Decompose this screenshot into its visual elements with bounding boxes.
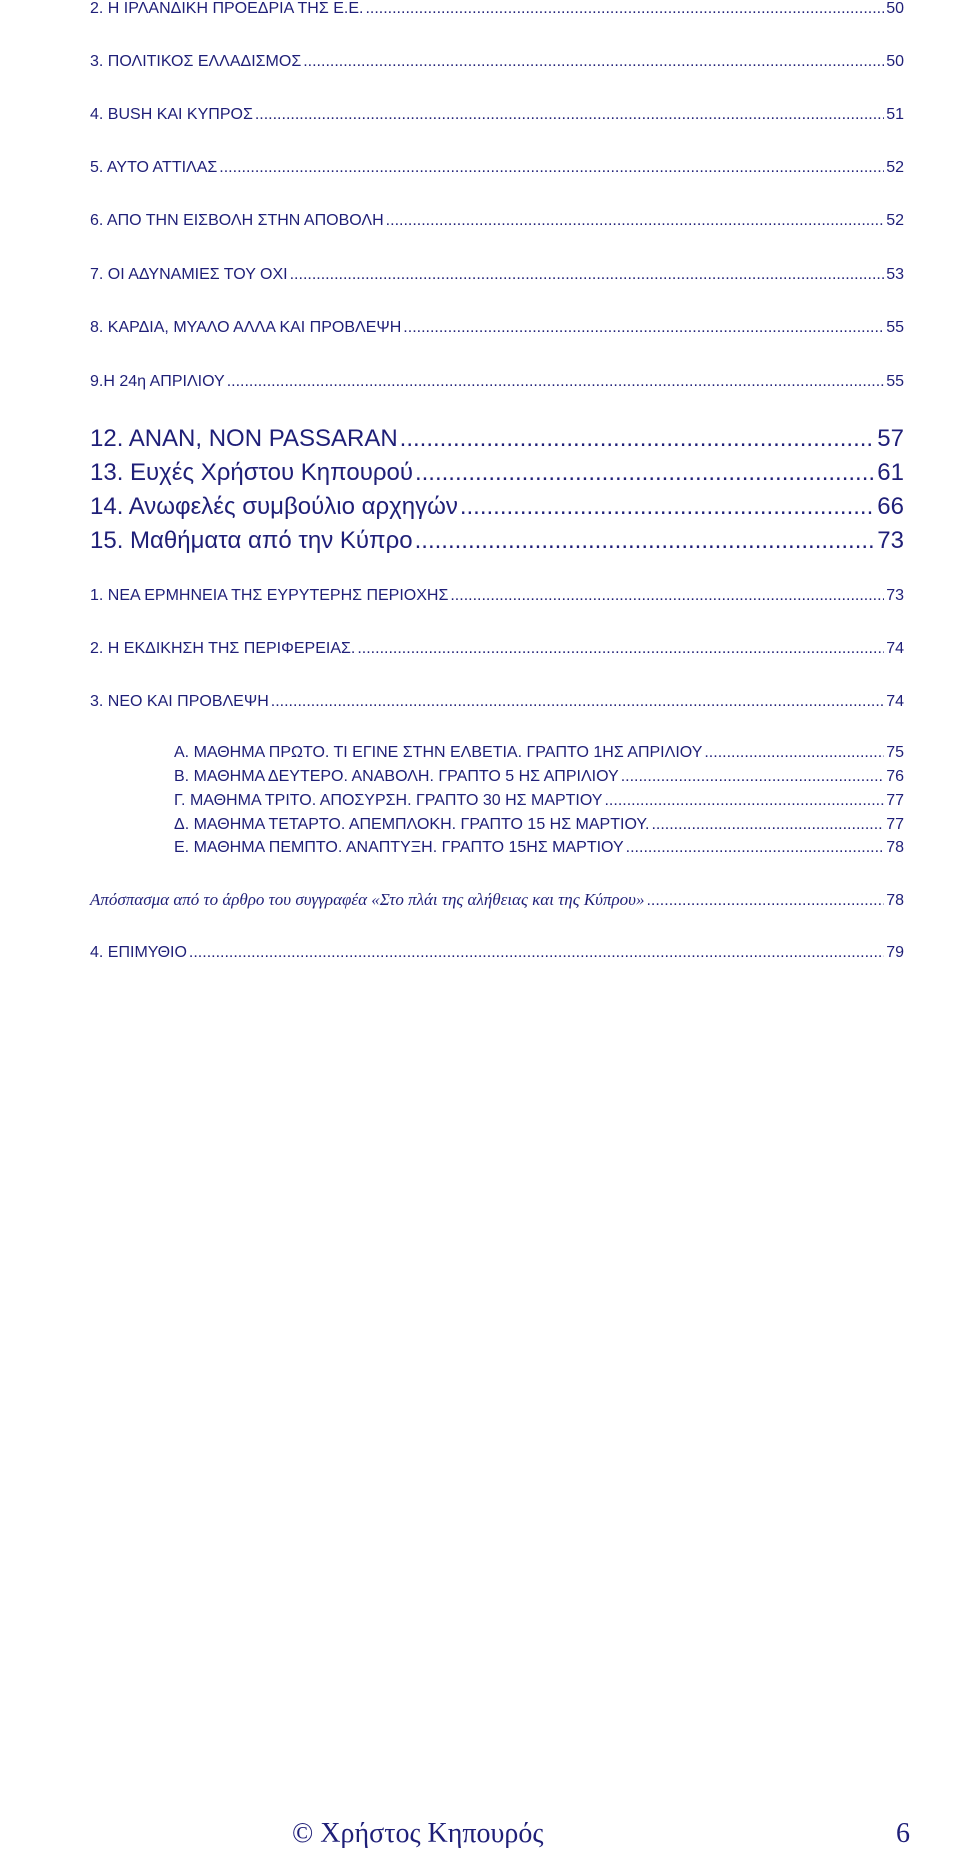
toc-leader-dots: [621, 768, 885, 786]
toc-leader-dots: [460, 493, 875, 521]
toc-entry[interactable]: [174, 839, 904, 857]
toc-leader-dots: [450, 587, 884, 605]
toc-entry-title: Απόσπασμα από το άρθρο του συγγραφέα «Στο πλάι της αλήθειας και της Κύπρου»: [90, 890, 645, 909]
toc-entry-page: 61: [877, 459, 904, 486]
toc-entry-title: 8. ΚΑΡΔΙΑ, ΜΥΑΛΟ ΑΛΛΑ ΚΑΙ ΠΡΟΒΛΕΨΗ: [90, 319, 402, 336]
toc-entry-title: 7. ΟΙ ΑΔΥΝΑΜΙΕΣ ΤΟΥ ΟΧΙ: [90, 266, 288, 283]
toc-entry[interactable]: [174, 744, 904, 762]
toc-entry-page: 57: [877, 425, 904, 452]
toc-leader-dots: [415, 459, 875, 487]
toc-entry[interactable]: [90, 373, 904, 391]
toc-entry-title: 3. ΠΟΛΙΤΙΚΟΣ ΕΛΛΑΔΙΣΜΟΣ: [90, 53, 302, 70]
toc-entry-page: 50: [886, 53, 904, 70]
toc-entry[interactable]: [174, 816, 904, 834]
toc-entry[interactable]: [90, 890, 904, 910]
toc-entry-title: 9.Η 24η ΑΠΡΙΛΙΟΥ: [90, 373, 225, 390]
toc-entry-page: 52: [886, 212, 904, 229]
footer-page-number: 6: [896, 1818, 910, 1849]
toc-entry-page: 74: [886, 640, 904, 657]
toc-entry-page: 77: [886, 816, 904, 833]
toc-entry-title: Ε. ΜΑΘΗΜΑ ΠΕΜΠΤΟ. ΑΝΑΠΤΥΞΗ. ΓΡΑΠΤΟ 15ΗΣ ΜΑΡΤΙΟΥ: [174, 839, 624, 856]
toc-entry[interactable]: [90, 319, 904, 337]
toc-entry-title: Β. ΜΑΘΗΜΑ ΔΕΥΤΕΡΟ. ΑΝΑΒΟΛΗ. ΓΡΑΠΤΟ 5 ΗΣ ΑΠΡΙΛΙΟΥ: [174, 768, 619, 785]
toc-entry-title: 14. Ανωφελές συμβούλιο αρχηγών: [90, 493, 458, 520]
toc-entry[interactable]: [90, 944, 904, 962]
toc-entry[interactable]: [90, 527, 904, 555]
toc-entry-page: 53: [886, 266, 904, 283]
toc-leader-dots: [704, 744, 884, 762]
toc-entry[interactable]: [90, 106, 904, 124]
toc-entry-page: 51: [886, 106, 904, 123]
toc-entry-page: 55: [886, 373, 904, 390]
toc-entry-page: 55: [886, 319, 904, 336]
toc-entry-page: 79: [886, 944, 904, 961]
toc-entry[interactable]: [90, 640, 904, 658]
toc-entry-page: 78: [886, 892, 904, 909]
toc-leader-dots: [219, 159, 884, 177]
toc-entry-page: 73: [886, 587, 904, 604]
toc-entry-page: 52: [886, 159, 904, 176]
toc-entry-page: 66: [877, 493, 904, 520]
toc-entry[interactable]: [90, 212, 904, 230]
toc-leader-dots: [604, 792, 884, 810]
toc-entry-title: 12. ΑΝΑΝ, NON PASSARAN: [90, 425, 398, 452]
toc-leader-dots: [386, 212, 885, 230]
toc-leader-dots: [357, 640, 884, 658]
toc-leader-dots: [415, 527, 876, 555]
toc-entry-title: 6. ΑΠΟ ΤΗΝ ΕΙΣΒΟΛΗ ΣΤΗΝ ΑΠΟΒΟΛΗ: [90, 212, 384, 229]
page-footer: [0, 1818, 960, 1848]
toc-entry-title: 3. ΝΕΟ ΚΑΙ ΠΡΟΒΛΕΨΗ: [90, 693, 269, 710]
toc-entry-page: 74: [886, 693, 904, 710]
toc-leader-dots: [290, 266, 885, 284]
toc-entry-title: 1. ΝΕΑ ΕΡΜΗΝΕΙΑ ΤΗΣ ΕΥΡΥΤΕΡΗΣ ΠΕΡΙΟΧΗΣ: [90, 587, 449, 604]
toc-leader-dots: [400, 425, 876, 453]
toc-entry-page: 76: [886, 768, 904, 785]
toc-entry[interactable]: [90, 587, 904, 605]
toc-entry[interactable]: [174, 768, 904, 786]
toc-entry-page: 78: [886, 839, 904, 856]
toc-leader-dots: [403, 319, 884, 337]
toc-entry[interactable]: [90, 493, 904, 521]
toc-leader-dots: [646, 892, 884, 910]
toc-leader-dots: [189, 944, 884, 962]
toc-leader-dots: [651, 816, 884, 834]
toc-entry-title: 4. BUSH ΚΑΙ ΚΥΠΡΟΣ: [90, 106, 253, 123]
toc-entry-title: 15. Μαθήματα από την Κύπρο: [90, 527, 413, 554]
toc-entry[interactable]: [90, 159, 904, 177]
toc-entry-page: 73: [877, 527, 904, 554]
toc-leader-dots: [227, 373, 885, 391]
toc-leader-dots: [626, 839, 885, 857]
toc-entry-title: 2. Η ΕΚΔΙΚΗΣΗ ΤΗΣ ΠΕΡΙΦΕΡΕΙΑΣ.: [90, 640, 356, 657]
toc-entry-title: Γ. ΜΑΘΗΜΑ ΤΡΙΤΟ. ΑΠΟΣΥΡΣΗ. ΓΡΑΠΤΟ 30 ΗΣ ΜΑΡΤΙΟΥ: [174, 792, 603, 809]
footer-author: © Χρήστος Κηπουρός: [292, 1818, 544, 1849]
toc-entry[interactable]: [90, 266, 904, 284]
toc-entry-title: 4. ΕΠΙΜΥΘΙΟ: [90, 944, 187, 961]
toc-entry[interactable]: [90, 53, 904, 71]
toc-leader-dots: [271, 693, 884, 711]
toc-entry-title: 5. ΑΥΤΟ ΑΤΤΙΛΑΣ: [90, 159, 218, 176]
toc-entry-title: 13. Ευχές Χρήστου Κηπουρού: [90, 459, 413, 486]
toc-leader-dots: [303, 53, 884, 71]
toc-entry-title: Α. ΜΑΘΗΜΑ ΠΡΩΤΟ. ΤΙ ΕΓΙΝΕ ΣΤΗΝ ΕΛΒΕΤΙΑ. ΓΡΑΠΤΟ 1ΗΣ ΑΠΡΙΛΙΟΥ: [174, 744, 703, 761]
toc-entry[interactable]: [90, 459, 904, 487]
toc-entry-page: 50: [886, 0, 904, 17]
toc-entry-title: 2. Η ΙΡΛΑΝΔΙΚΗ ΠΡΟΕΔΡΙΑ ΤΗΣ Ε.Ε.: [90, 0, 364, 17]
toc-entry[interactable]: [174, 792, 904, 810]
toc-entry-page: 77: [886, 792, 904, 809]
toc-entry[interactable]: [90, 425, 904, 453]
toc-leader-dots: [255, 106, 884, 124]
toc-entry[interactable]: [90, 693, 904, 711]
toc-entry-title: Δ. ΜΑΘΗΜΑ ΤΕΤΑΡΤΟ. ΑΠΕΜΠΛΟΚΗ. ΓΡΑΠΤΟ 15 ΗΣ ΜΑΡΤΙΟΥ.: [174, 816, 650, 833]
toc-leader-dots: [365, 0, 884, 18]
toc-entry-page: 75: [886, 744, 904, 761]
toc-entry[interactable]: [90, 0, 904, 18]
